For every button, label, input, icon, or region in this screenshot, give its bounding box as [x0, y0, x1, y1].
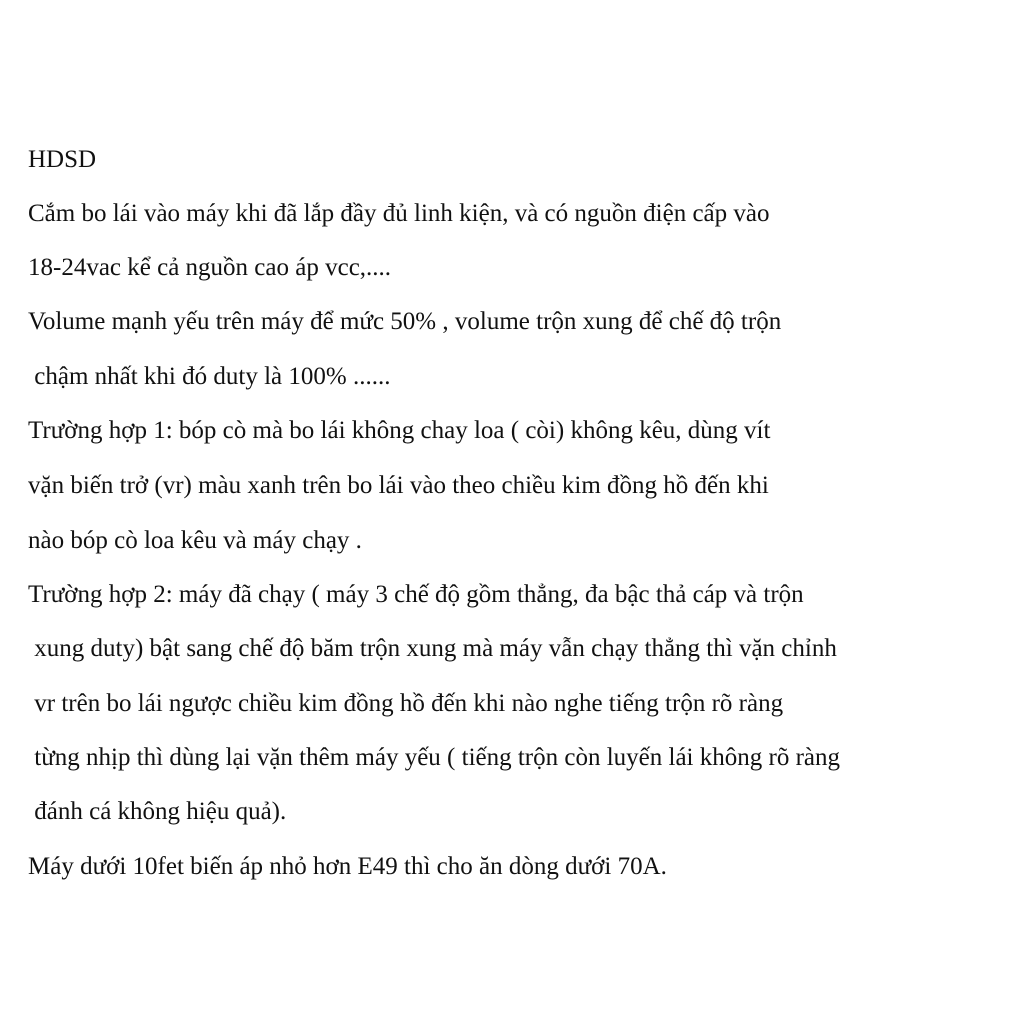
text-line: xung duty) bật sang chế độ băm trộn xung mà máy vẫn chạy thẳng thì vặn chỉnh: [28, 635, 837, 662]
text-line: Trường hợp 1: bóp cò mà bo lái không chay loa ( còi) không kêu, dùng vít: [28, 417, 771, 444]
text-line: đánh cá không hiệu quả).: [28, 798, 287, 825]
text-line: Volume mạnh yếu trên máy để mức 50% , volume trộn xung để chế độ trộn: [28, 308, 782, 335]
text-line: Trường hợp 2: máy đã chạy ( máy 3 chế độ gồm thẳng, đa bậc thả cáp và trộn: [28, 581, 804, 608]
text-line: nào bóp cò loa kêu và máy chạy .: [28, 527, 362, 554]
text-line: vr trên bo lái ngược chiều kim đồng hồ đến khi nào nghe tiếng trộn rõ ràng: [28, 690, 784, 717]
text-line: 18-24vac kể cả nguồn cao áp vcc,....: [28, 254, 392, 281]
text-line: chậm nhất khi đó duty là 100% ......: [28, 363, 391, 390]
text-line: vặn biến trở (vr) màu xanh trên bo lái vào theo chiều kim đồng hồ đến khi: [28, 472, 769, 499]
document-title: HDSD: [28, 146, 97, 173]
text-line: Cắm bo lái vào máy khi đã lắp đầy đủ linh kiện, và có nguồn điện cấp vào: [28, 200, 770, 227]
text-line: từng nhịp thì dùng lại vặn thêm máy yếu ( tiếng trộn còn luyến lái không rõ ràng: [28, 744, 840, 771]
text-line: Máy dưới 10fet biến áp nhỏ hơn E49 thì cho ăn dòng dưới 70A.: [28, 853, 667, 880]
